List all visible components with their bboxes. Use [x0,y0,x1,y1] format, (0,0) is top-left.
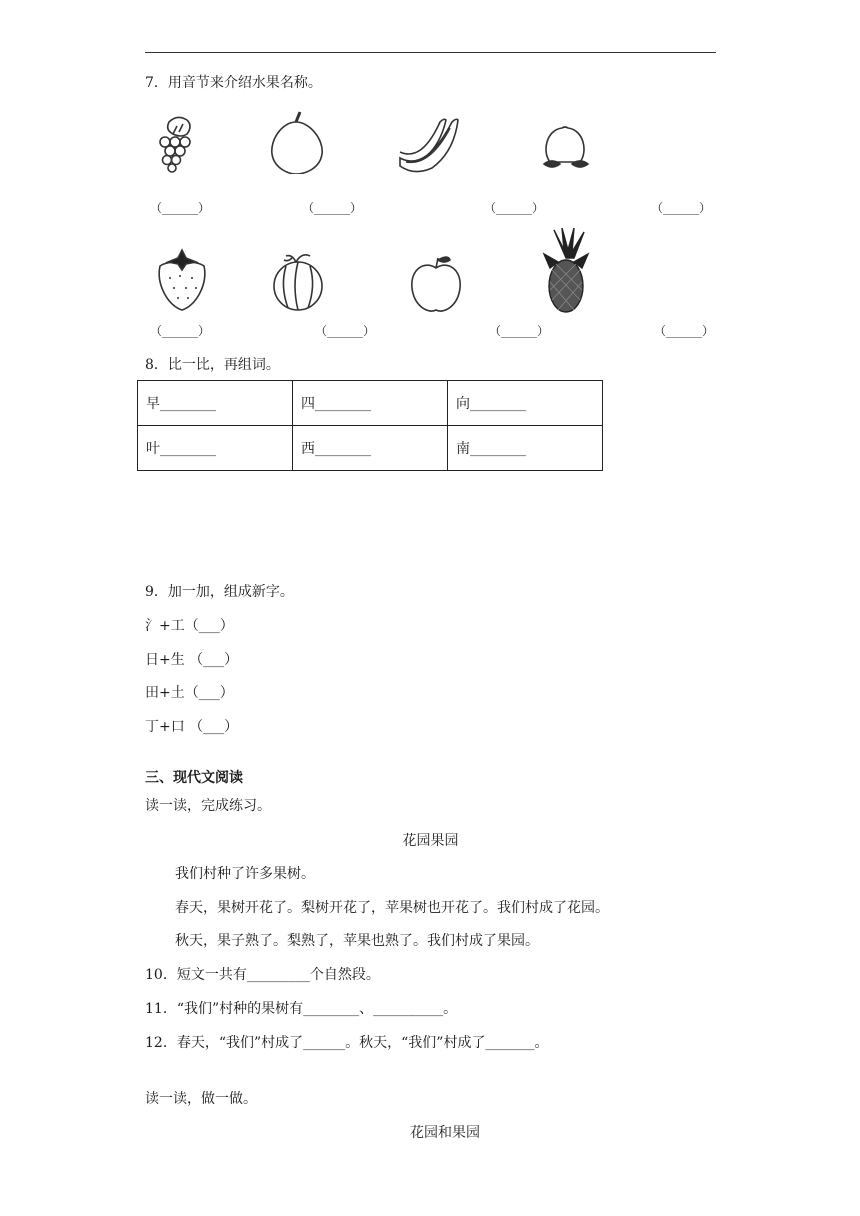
passage2-title: 花园和果园 [410,1125,480,1141]
q7-blank-6[interactable]: （______） [315,324,376,338]
watermelon-icon [266,250,330,314]
q8-title: 8．比一比，再组词。 [145,357,280,373]
peach-icon [536,116,600,180]
table-cell[interactable]: 叶________ [138,426,293,471]
table-cell[interactable]: 向________ [448,381,603,426]
q9-item-1[interactable]: 氵+工（___） [145,618,234,634]
table-cell[interactable]: 早________ [138,381,293,426]
reading-instruction: 读一读，完成练习。 [145,798,271,814]
section-heading: 三、现代文阅读 [145,770,243,786]
compare-table [137,380,603,471]
q9-title: 9．加一加，组成新字。 [145,584,294,600]
top-divider [145,52,716,53]
q7-blank-5[interactable]: （______） [150,324,211,338]
q11[interactable]: 11．“我们”村种的果树有________、__________。 [145,1001,458,1017]
q7-blank-4[interactable]: （______） [651,201,712,215]
strawberry-icon [150,248,214,312]
q12[interactable]: 12．春天，“我们”村成了______。秋天，“我们”村成了_______。 [145,1035,549,1051]
grape-icon [143,112,207,176]
q7-title: 7．用音节来介绍水果名称。 [145,75,322,91]
q9-item-2[interactable]: 日+生 （___） [145,652,239,668]
table-cell[interactable]: 四________ [293,381,448,426]
passage-paragraph-1: 我们村种了许多果树。 [175,866,315,882]
passage-title: 花园果园 [402,833,459,849]
table-row [138,426,603,471]
pineapple-icon [540,228,592,314]
table-cell[interactable]: 南________ [448,426,603,471]
table-cell[interactable]: 西________ [293,426,448,471]
passage-paragraph-3: 秋天，果子熟了。梨熟了，苹果也熟了。我们村成了果园。 [175,933,539,949]
pear-icon [264,110,328,174]
table-row [138,381,603,426]
q9-item-4[interactable]: 丁+口 （___） [145,719,239,735]
banana-icon [396,112,460,176]
apple-icon [404,252,468,316]
q7-blank-1[interactable]: （______） [150,201,211,215]
q7-blank-2[interactable]: （______） [302,201,363,215]
q9-item-3[interactable]: 田+土（___） [145,685,234,701]
passage-paragraph-2: 春天，果树开花了。梨树开花了，苹果树也开花了。我们村成了花园。 [175,900,609,916]
q7-blank-8[interactable]: （______） [654,324,715,338]
q7-blank-7[interactable]: （______） [489,324,550,338]
q10[interactable]: 10．短文一共有_________个自然段。 [145,967,380,983]
q7-blank-3[interactable]: （______） [484,201,545,215]
reading-instruction-2: 读一读，做一做。 [145,1091,257,1107]
